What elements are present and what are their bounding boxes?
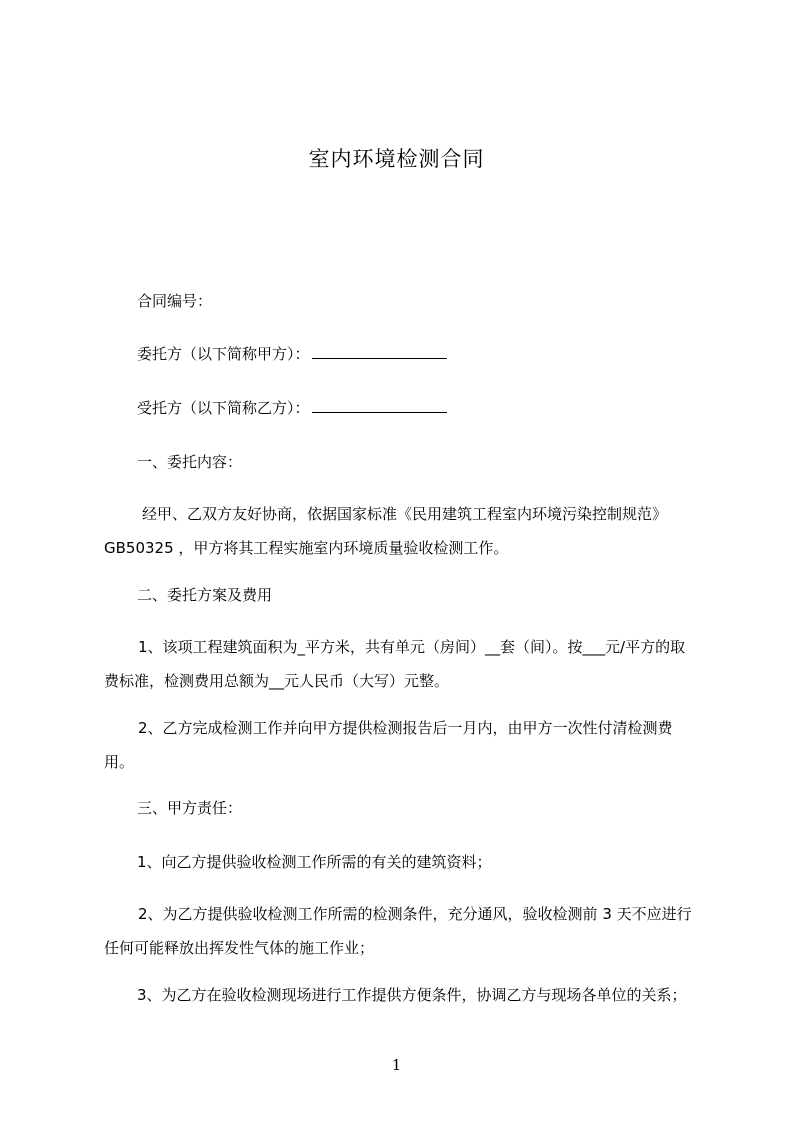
contractor-label: 受托方（以下简称乙方）：	[137, 399, 310, 417]
section-3-heading: 三、甲方责任：	[137, 799, 243, 817]
client-label: 委托方（以下简称甲方）：	[137, 345, 310, 363]
client-blank	[312, 344, 447, 359]
section-3-item-3: 3、为乙方在验收检测现场进行工作提供方便条件，协调乙方与现场各单位的关系；	[137, 986, 687, 1004]
section-3-item-2: 2、为乙方提供验收检测工作所需的检测条件，充分通风，验收检测前 3 天不应进行任何可能释放出挥发性气体的施工作业；	[104, 905, 692, 957]
contractor-line	[137, 398, 447, 418]
section-2-heading: 二、委托方案及费用	[137, 586, 273, 604]
contract-number-label: 合同编号：	[137, 292, 213, 310]
section-2-item-1: 1、该项工程建筑面积为_平方米，共有单元（房间）__套（间）。按___元/平方的取费标准，检测费用总额为__元人民币（大写）元整。	[104, 638, 686, 690]
section-1-heading: 一、委托内容：	[137, 453, 243, 471]
section-2-item-2: 2、乙方完成检测工作并向甲方提供检测报告后一月内，由甲方一次性付清检测费用。	[104, 719, 673, 771]
page-number: 1	[391, 1056, 402, 1074]
client-line	[137, 344, 447, 364]
contractor-blank	[312, 398, 447, 413]
section-3-item-1: 1、向乙方提供验收检测工作所需的有关的建筑资料；	[137, 853, 492, 871]
document-title: 室内环境检测合同	[308, 147, 485, 171]
section-1-paragraph: 经甲、乙双方友好协商，依据国家标准《民用建筑工程室内环境污染控制规范》GB50325 ，甲方将其工程实施室内环境质量验收检测工作。	[104, 505, 668, 557]
